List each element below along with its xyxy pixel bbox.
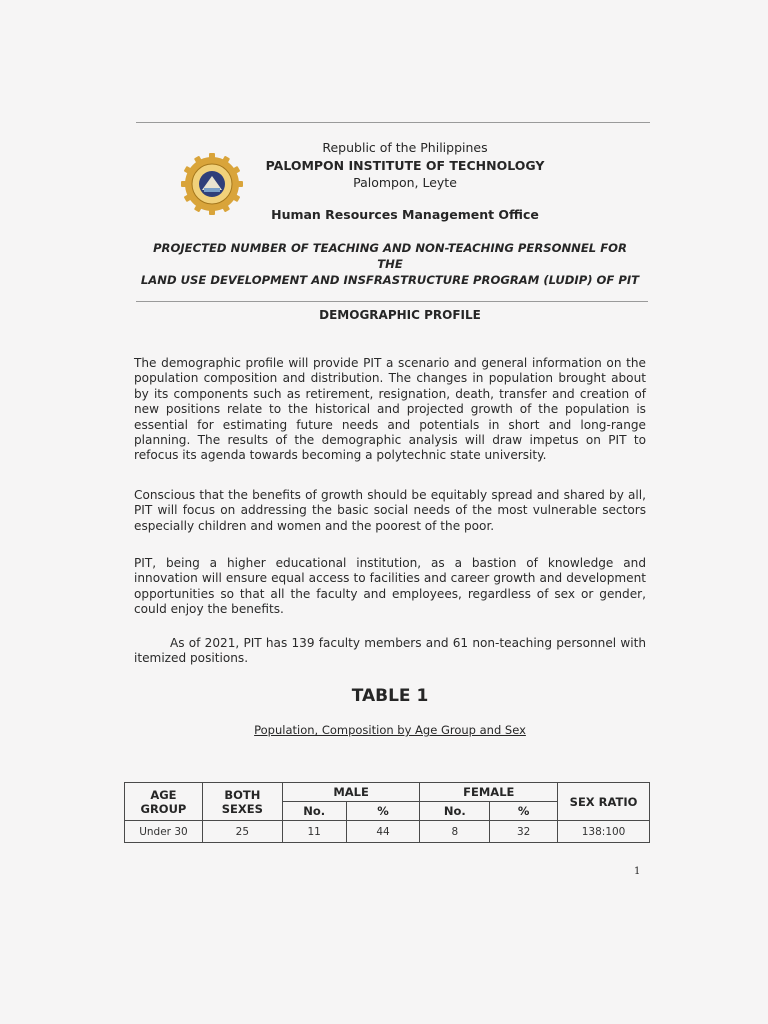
cell-male-pct: 44: [346, 821, 420, 843]
table-title: TABLE 1: [351, 686, 429, 706]
cell-age-group: Under 30: [125, 821, 203, 843]
header-male-no: No.: [282, 802, 346, 821]
document-title: [140, 240, 640, 288]
office-name: Human Resources Management Office: [271, 207, 539, 222]
republic-line: Republic of the Philippines: [322, 140, 488, 155]
header-female-pct: %: [490, 802, 558, 821]
paragraph-1: The demographic profile will provide PIT a scenario and general information on the population composition and distribution. The changes in population brought about by its components such as retirement, resignation, death, transfer and creation of new positions relate to the historical and projected growth of the population is essential for estimating future needs and potentials in short and long-range planning. The results of the demographic analysis will draw impetus on PIT to refocus its agenda towards becoming a polytechnic state university.: [134, 356, 646, 463]
header-sex-ratio: SEX RATIO: [558, 783, 650, 821]
header-male-pct: %: [346, 802, 420, 821]
paragraph-3: PIT, being a higher educational institution, as a bastion of knowledge and innovation will ensure equal access to facilities and career growth and development opportunities so that all the faculty and employees, regardless of sex or gender, could enjoy the benefits.: [134, 556, 646, 617]
top-rule: [136, 122, 650, 123]
section-title: DEMOGRAPHIC PROFILE: [319, 308, 481, 322]
header-female: FEMALE: [420, 783, 558, 802]
cell-female-no: 8: [420, 821, 490, 843]
section-rule: [136, 301, 648, 302]
cell-both-sexes: 25: [202, 821, 282, 843]
institution-name: PALOMPON INSTITUTE OF TECHNOLOGY: [265, 158, 545, 173]
cell-sex-ratio: 138:100: [558, 821, 650, 843]
table-row: [125, 821, 650, 843]
paragraph-2: Conscious that the benefits of growth should be equitably spread and shared by all, PIT will focus on addressing the basic social needs of the most vulnerable sectors especially children and women and the poorest of the poor.: [134, 488, 646, 533]
header-female-no: No.: [420, 802, 490, 821]
header-male: MALE: [282, 783, 420, 802]
document-title-line-2: LAND USE DEVELOPMENT AND INSFRASTRUCTURE PROGRAM (LUDIP) OF PIT: [140, 273, 640, 287]
institution-seal-icon: [180, 152, 244, 216]
paragraph-4: [134, 636, 646, 667]
document-title-line-1: PROJECTED NUMBER OF TEACHING AND NON-TEACHING PERSONNEL FOR THE: [153, 241, 627, 271]
population-table: [124, 782, 650, 843]
table-caption: Population, Composition by Age Group and Sex: [254, 723, 526, 737]
page-number: 1: [634, 866, 641, 877]
institution-location: Palompon, Leyte: [353, 175, 457, 190]
header-both-sexes: BOTH SEXES: [202, 783, 282, 821]
paragraph-4-text: As of 2021, PIT has 139 faculty members and 61 non-teaching personnel with itemized positions.: [134, 636, 646, 666]
table-header-row: [125, 783, 650, 802]
cell-female-pct: 32: [490, 821, 558, 843]
cell-male-no: 11: [282, 821, 346, 843]
header-age-group: AGE GROUP: [125, 783, 203, 821]
